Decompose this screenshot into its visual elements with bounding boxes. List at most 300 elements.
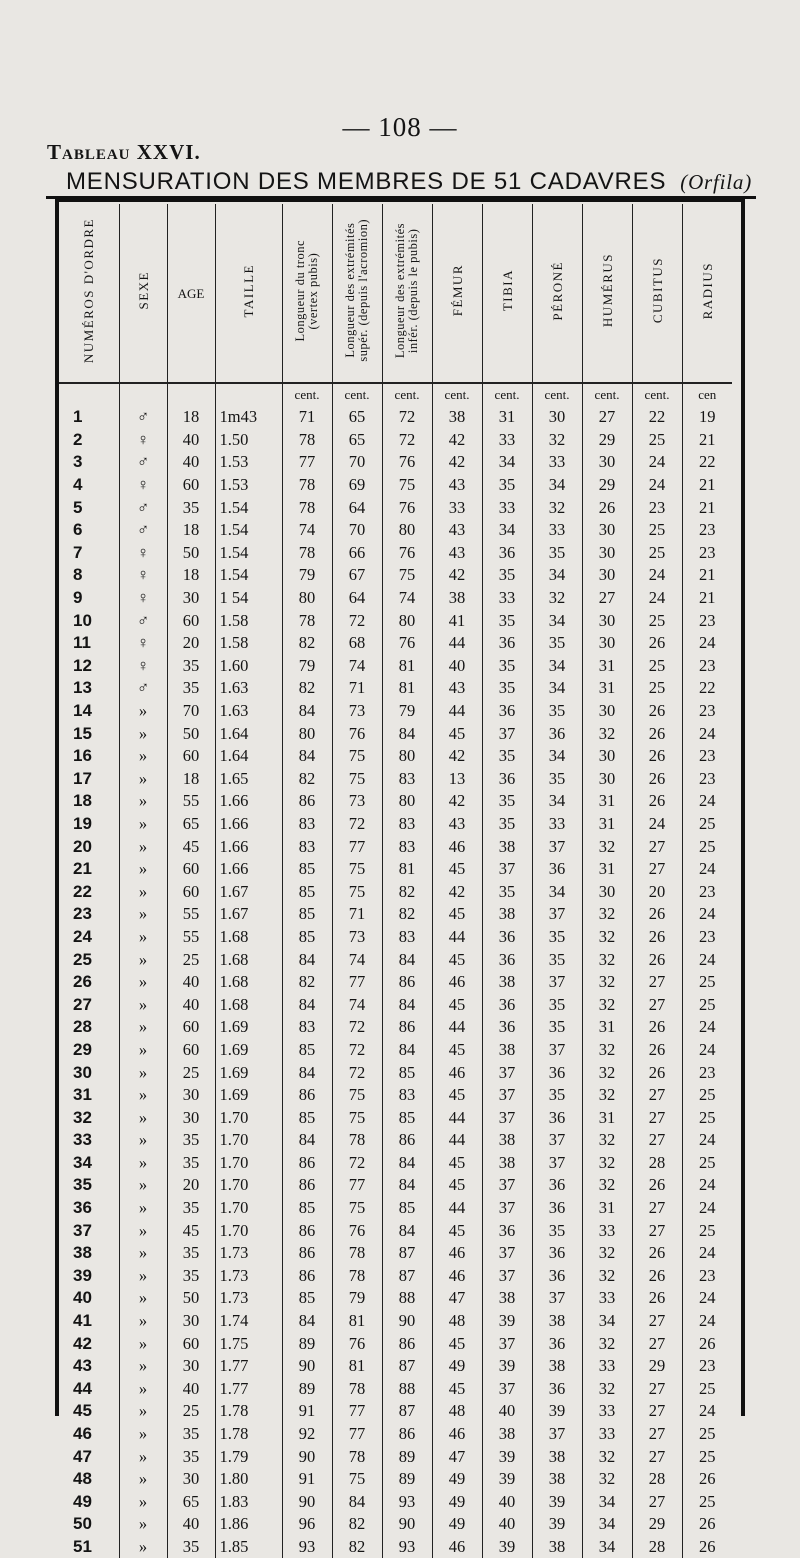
cell-radius: 21 [699, 588, 716, 608]
cell-trunk: 82 [282, 632, 332, 655]
cell-trunk: 93 [282, 1536, 332, 1558]
cell-height: 1.67 [215, 903, 282, 926]
cell-radius: 25 [699, 1491, 716, 1511]
cell-ulna: 25 [632, 677, 682, 700]
cell-fibula: 33 [532, 813, 582, 836]
cell-femur: 45 [432, 858, 482, 881]
cell-sex: » [119, 1039, 167, 1062]
cell-age: 60 [167, 858, 215, 881]
cell-radius: 25 [699, 1220, 716, 1240]
cell-upper-limb: 75 [332, 880, 382, 903]
cell-height: 1.68 [215, 971, 282, 994]
cell-sex: ♂ [119, 451, 167, 474]
cell-fibula: 36 [532, 858, 582, 881]
cell-tibia: 40 [482, 1513, 532, 1536]
cell-number: 7 [59, 542, 119, 565]
cell-lower-limb: 79 [382, 700, 432, 723]
cell-sex: ♂ [119, 406, 167, 429]
cell-radius: 24 [699, 1311, 716, 1331]
cell-fibula: 30 [532, 406, 582, 429]
table-row [59, 858, 732, 881]
cell-tibia: 37 [482, 858, 532, 881]
table-label: Tableau XXVI. [47, 140, 201, 164]
cell-fibula: 36 [532, 1197, 582, 1220]
cell-tibia: 37 [482, 1197, 532, 1220]
cell-lower-limb: 86 [382, 1332, 432, 1355]
cell-upper-limb: 77 [332, 1174, 382, 1197]
cell-fibula: 37 [532, 1039, 582, 1062]
cell-trunk: 86 [282, 1219, 332, 1242]
cell-number: 46 [59, 1423, 119, 1446]
cell-upper-limb: 84 [332, 1491, 382, 1514]
cell-tibia: 39 [482, 1310, 532, 1333]
cell-femur: 45 [432, 1174, 482, 1197]
cell-fibula: 34 [532, 564, 582, 587]
cell-femur: 45 [432, 1152, 482, 1175]
column-header-label: PÉRONÉ [549, 260, 565, 321]
cell-radius: 21 [699, 565, 716, 585]
cell-radius: 24 [699, 949, 716, 969]
cell-age: 35 [167, 1129, 215, 1152]
table-row [59, 1129, 732, 1152]
cell-sex: » [119, 722, 167, 745]
header-row [59, 204, 732, 383]
cell-radius: 23 [699, 926, 716, 946]
cell-number: 16 [59, 745, 119, 768]
table-row [59, 1491, 732, 1514]
cell-sex: » [119, 1445, 167, 1468]
cell-number: 33 [59, 1129, 119, 1152]
cell-fibula: 34 [532, 677, 582, 700]
cell-age: 60 [167, 1016, 215, 1039]
cell-lower-limb: 86 [382, 971, 432, 994]
cell-fibula: 32 [532, 496, 582, 519]
cell-sex: » [119, 1355, 167, 1378]
cell-radius: 22 [699, 678, 716, 698]
cell-ulna: 26 [632, 903, 682, 926]
cell-upper-limb: 76 [332, 1332, 382, 1355]
cell-radius: 23 [699, 768, 716, 788]
cell-tibia: 39 [482, 1468, 532, 1491]
cell-height: 1.54 [215, 542, 282, 565]
cell-fibula: 37 [532, 1287, 582, 1310]
cell-ulna: 27 [632, 993, 682, 1016]
cell-ulna: 26 [632, 745, 682, 768]
cell-sex: » [119, 700, 167, 723]
cell-tibia: 35 [482, 745, 532, 768]
unit-cell: cent. [582, 383, 632, 406]
cell-tibia: 36 [482, 542, 532, 565]
cell-sex: » [119, 1287, 167, 1310]
cell-fibula: 35 [532, 632, 582, 655]
cell-lower-limb: 72 [382, 406, 432, 429]
cell-number: 32 [59, 1106, 119, 1129]
cell-ulna: 26 [632, 1265, 682, 1288]
cell-height: 1.58 [215, 632, 282, 655]
cell-lower-limb: 81 [382, 677, 432, 700]
cell-femur: 44 [432, 1106, 482, 1129]
cell-lower-limb: 81 [382, 655, 432, 678]
table-row [59, 1400, 732, 1423]
cell-tibia: 37 [482, 1106, 532, 1129]
cell-trunk: 86 [282, 1084, 332, 1107]
cell-tibia: 38 [482, 835, 532, 858]
cell-number: 43 [59, 1355, 119, 1378]
cell-height: 1.68 [215, 926, 282, 949]
cell-ulna: 26 [632, 926, 682, 949]
table-row [59, 1287, 732, 1310]
cell-ulna: 27 [632, 1197, 682, 1220]
cell-ulna: 26 [632, 1016, 682, 1039]
cell-age: 30 [167, 1355, 215, 1378]
cell-height: 1.66 [215, 813, 282, 836]
table-row [59, 1423, 732, 1446]
cell-upper-limb: 70 [332, 451, 382, 474]
cell-number: 40 [59, 1287, 119, 1310]
cell-fibula: 36 [532, 1378, 582, 1401]
cell-trunk: 85 [282, 1106, 332, 1129]
cell-trunk: 85 [282, 880, 332, 903]
cell-height: 1.78 [215, 1423, 282, 1446]
cell-sex: » [119, 835, 167, 858]
table-row [59, 700, 732, 723]
cell-trunk: 85 [282, 858, 332, 881]
cell-lower-limb: 84 [382, 948, 432, 971]
cell-tibia: 33 [482, 587, 532, 610]
cell-upper-limb: 69 [332, 474, 382, 497]
cell-humerus: 30 [582, 880, 632, 903]
cell-upper-limb: 72 [332, 1061, 382, 1084]
cell-trunk: 96 [282, 1513, 332, 1536]
cell-radius: 26 [699, 1333, 716, 1353]
cell-height: 1.54 [215, 519, 282, 542]
cell-height: 1.66 [215, 858, 282, 881]
cell-radius: 24 [699, 1243, 716, 1263]
cell-tibia: 37 [482, 1242, 532, 1265]
cell-radius: 21 [699, 429, 716, 449]
cell-humerus: 34 [582, 1513, 632, 1536]
cell-height: 1.79 [215, 1445, 282, 1468]
cell-trunk: 84 [282, 1310, 332, 1333]
cell-tibia: 39 [482, 1536, 532, 1558]
table-title-text: MENSURATION DES MEMBRES DE 51 CADAVRES [66, 168, 667, 195]
column-header-label: NUMÉROS D'ORDRE [81, 217, 97, 364]
cell-sex: » [119, 1265, 167, 1288]
table-row [59, 1265, 732, 1288]
cell-ulna: 29 [632, 1513, 682, 1536]
cell-ulna: 25 [632, 519, 682, 542]
cell-humerus: 33 [582, 1355, 632, 1378]
cell-trunk: 86 [282, 1265, 332, 1288]
cell-fibula: 35 [532, 1084, 582, 1107]
cell-femur: 44 [432, 700, 482, 723]
cell-tibia: 36 [482, 926, 532, 949]
cell-height: 1.70 [215, 1219, 282, 1242]
cell-trunk: 86 [282, 1152, 332, 1175]
cell-ulna: 28 [632, 1152, 682, 1175]
cell-sex: » [119, 1084, 167, 1107]
cell-radius: 24 [699, 904, 716, 924]
cell-humerus: 31 [582, 655, 632, 678]
cell-ulna: 25 [632, 655, 682, 678]
cell-femur: 43 [432, 519, 482, 542]
cell-lower-limb: 76 [382, 542, 432, 565]
cell-upper-limb: 73 [332, 700, 382, 723]
unit-cell: cent. [282, 383, 332, 406]
cell-fibula: 34 [532, 474, 582, 497]
cell-age: 35 [167, 655, 215, 678]
cell-sex: » [119, 1219, 167, 1242]
table-row [59, 1242, 732, 1265]
cell-radius: 24 [699, 1198, 716, 1218]
cell-age: 40 [167, 1513, 215, 1536]
cell-sex: » [119, 1197, 167, 1220]
column-header-lower-limb [382, 204, 432, 383]
cell-age: 25 [167, 1400, 215, 1423]
cell-age: 70 [167, 700, 215, 723]
cell-upper-limb: 68 [332, 632, 382, 655]
cell-height: 1.63 [215, 677, 282, 700]
column-header-sex [119, 204, 167, 383]
cell-lower-limb: 85 [382, 1197, 432, 1220]
cell-radius: 23 [699, 701, 716, 721]
cell-radius: 25 [699, 1107, 716, 1127]
cell-tibia: 35 [482, 880, 532, 903]
cell-sex: » [119, 1332, 167, 1355]
table-row [59, 1106, 732, 1129]
cell-age: 30 [167, 1106, 215, 1129]
table-row [59, 813, 732, 836]
cell-height: 1.58 [215, 609, 282, 632]
unit-cell [167, 383, 215, 406]
cell-trunk: 84 [282, 1129, 332, 1152]
cell-sex: » [119, 790, 167, 813]
cell-tibia: 37 [482, 1061, 532, 1084]
column-header-age [167, 204, 215, 383]
cell-ulna: 23 [632, 496, 682, 519]
cell-tibia: 35 [482, 813, 532, 836]
cell-femur: 43 [432, 813, 482, 836]
cell-humerus: 32 [582, 1174, 632, 1197]
cell-fibula: 39 [532, 1400, 582, 1423]
cell-tibia: 38 [482, 1423, 532, 1446]
cell-age: 55 [167, 790, 215, 813]
cell-number: 19 [59, 813, 119, 836]
cell-age: 25 [167, 948, 215, 971]
table-row [59, 1084, 732, 1107]
cell-humerus: 32 [582, 1084, 632, 1107]
cell-lower-limb: 84 [382, 1174, 432, 1197]
cell-age: 40 [167, 429, 215, 452]
cell-fibula: 33 [532, 519, 582, 542]
cell-lower-limb: 90 [382, 1513, 432, 1536]
cell-trunk: 78 [282, 474, 332, 497]
unit-cell [59, 383, 119, 406]
cell-lower-limb: 87 [382, 1242, 432, 1265]
cell-humerus: 32 [582, 1242, 632, 1265]
cell-tibia: 35 [482, 474, 532, 497]
cell-femur: 42 [432, 790, 482, 813]
cell-lower-limb: 75 [382, 474, 432, 497]
cell-tibia: 37 [482, 722, 532, 745]
cell-age: 50 [167, 722, 215, 745]
cell-height: 1.50 [215, 429, 282, 452]
cell-height: 1.83 [215, 1491, 282, 1514]
cell-femur: 40 [432, 655, 482, 678]
cell-number: 24 [59, 926, 119, 949]
cell-radius: 23 [699, 746, 716, 766]
cell-tibia: 37 [482, 1378, 532, 1401]
cell-height: 1.77 [215, 1378, 282, 1401]
cell-upper-limb: 75 [332, 768, 382, 791]
table-row [59, 835, 732, 858]
cell-ulna: 25 [632, 429, 682, 452]
cell-lower-limb: 80 [382, 790, 432, 813]
cell-ulna: 24 [632, 451, 682, 474]
cell-height: 1.70 [215, 1129, 282, 1152]
cell-trunk: 84 [282, 948, 332, 971]
cell-upper-limb: 67 [332, 564, 382, 587]
table-row [59, 880, 732, 903]
cell-height: 1.65 [215, 768, 282, 791]
cell-sex: » [119, 993, 167, 1016]
cell-ulna: 20 [632, 880, 682, 903]
cell-humerus: 27 [582, 587, 632, 610]
cell-fibula: 36 [532, 1242, 582, 1265]
cell-humerus: 31 [582, 858, 632, 881]
cell-age: 60 [167, 474, 215, 497]
table-row [59, 722, 732, 745]
column-header-upper-limb [332, 204, 382, 383]
column-header-femur [432, 204, 482, 383]
cell-age: 35 [167, 677, 215, 700]
cell-height: 1.69 [215, 1016, 282, 1039]
cell-femur: 45 [432, 1039, 482, 1062]
cell-upper-limb: 77 [332, 1423, 382, 1446]
cell-age: 20 [167, 632, 215, 655]
table-row [59, 993, 732, 1016]
cell-upper-limb: 72 [332, 1016, 382, 1039]
cell-number: 38 [59, 1242, 119, 1265]
cell-femur: 44 [432, 1016, 482, 1039]
cell-sex: » [119, 745, 167, 768]
table-row [59, 655, 732, 678]
cell-age: 35 [167, 1536, 215, 1558]
cell-femur: 49 [432, 1491, 482, 1514]
cell-fibula: 36 [532, 1106, 582, 1129]
cell-age: 35 [167, 1242, 215, 1265]
cell-number: 51 [59, 1536, 119, 1558]
cell-height: 1.66 [215, 835, 282, 858]
cell-trunk: 92 [282, 1423, 332, 1446]
cell-femur: 49 [432, 1355, 482, 1378]
cell-radius: 24 [699, 1039, 716, 1059]
cell-humerus: 31 [582, 677, 632, 700]
cell-tibia: 36 [482, 1219, 532, 1242]
cell-fibula: 37 [532, 903, 582, 926]
cell-ulna: 29 [632, 1355, 682, 1378]
cell-fibula: 36 [532, 1332, 582, 1355]
cell-fibula: 34 [532, 609, 582, 632]
cell-upper-limb: 66 [332, 542, 382, 565]
cell-lower-limb: 85 [382, 1061, 432, 1084]
cell-femur: 46 [432, 1242, 482, 1265]
cell-radius: 24 [699, 1401, 716, 1421]
cell-humerus: 30 [582, 609, 632, 632]
table-body [59, 383, 732, 1558]
cell-number: 27 [59, 993, 119, 1016]
column-header-label: CUBITUS [649, 257, 665, 324]
cell-tibia: 38 [482, 1287, 532, 1310]
cell-humerus: 31 [582, 1106, 632, 1129]
cell-number: 22 [59, 880, 119, 903]
cell-height: 1.74 [215, 1310, 282, 1333]
cell-height: 1.66 [215, 790, 282, 813]
cell-number: 21 [59, 858, 119, 881]
cell-number: 9 [59, 587, 119, 610]
cell-femur: 49 [432, 1513, 482, 1536]
cell-trunk: 82 [282, 768, 332, 791]
unit-cell: cent. [532, 383, 582, 406]
cell-age: 50 [167, 1287, 215, 1310]
cell-tibia: 31 [482, 406, 532, 429]
cell-ulna: 27 [632, 1445, 682, 1468]
column-header-label: HUMÉRUS [599, 253, 615, 328]
cell-fibula: 36 [532, 1174, 582, 1197]
cell-number: 31 [59, 1084, 119, 1107]
cell-number: 2 [59, 429, 119, 452]
cell-humerus: 32 [582, 1265, 632, 1288]
cell-humerus: 34 [582, 1310, 632, 1333]
cell-humerus: 30 [582, 542, 632, 565]
cell-humerus: 33 [582, 1219, 632, 1242]
cell-sex: » [119, 1513, 167, 1536]
cell-fibula: 38 [532, 1536, 582, 1558]
cell-ulna: 27 [632, 1378, 682, 1401]
cell-lower-limb: 84 [382, 1039, 432, 1062]
cell-sex: » [119, 1061, 167, 1084]
cell-fibula: 35 [532, 993, 582, 1016]
cell-radius: 23 [699, 542, 716, 562]
cell-height: 1.63 [215, 700, 282, 723]
column-header-tibia [482, 204, 532, 383]
column-header-label: TAILLE [241, 263, 256, 318]
cell-radius: 24 [699, 1130, 716, 1150]
column-header-label: FÉMUR [449, 264, 465, 317]
column-header-label: TIBIA [499, 269, 515, 312]
column-header-number [59, 204, 119, 383]
cell-femur: 46 [432, 971, 482, 994]
cell-tibia: 39 [482, 1355, 532, 1378]
table-row [59, 1016, 732, 1039]
cell-number: 39 [59, 1265, 119, 1288]
table-row [59, 1174, 732, 1197]
measurements-table [59, 204, 732, 1558]
cell-femur: 33 [432, 496, 482, 519]
cell-trunk: 86 [282, 790, 332, 813]
table-row [59, 1152, 732, 1175]
cell-sex: » [119, 1310, 167, 1333]
table-row [59, 474, 732, 497]
cell-humerus: 32 [582, 948, 632, 971]
cell-upper-limb: 76 [332, 722, 382, 745]
cell-tibia: 38 [482, 903, 532, 926]
cell-femur: 43 [432, 542, 482, 565]
table-row [59, 1468, 732, 1491]
cell-fibula: 36 [532, 722, 582, 745]
cell-tibia: 39 [482, 1445, 532, 1468]
cell-sex: ♀ [119, 632, 167, 655]
